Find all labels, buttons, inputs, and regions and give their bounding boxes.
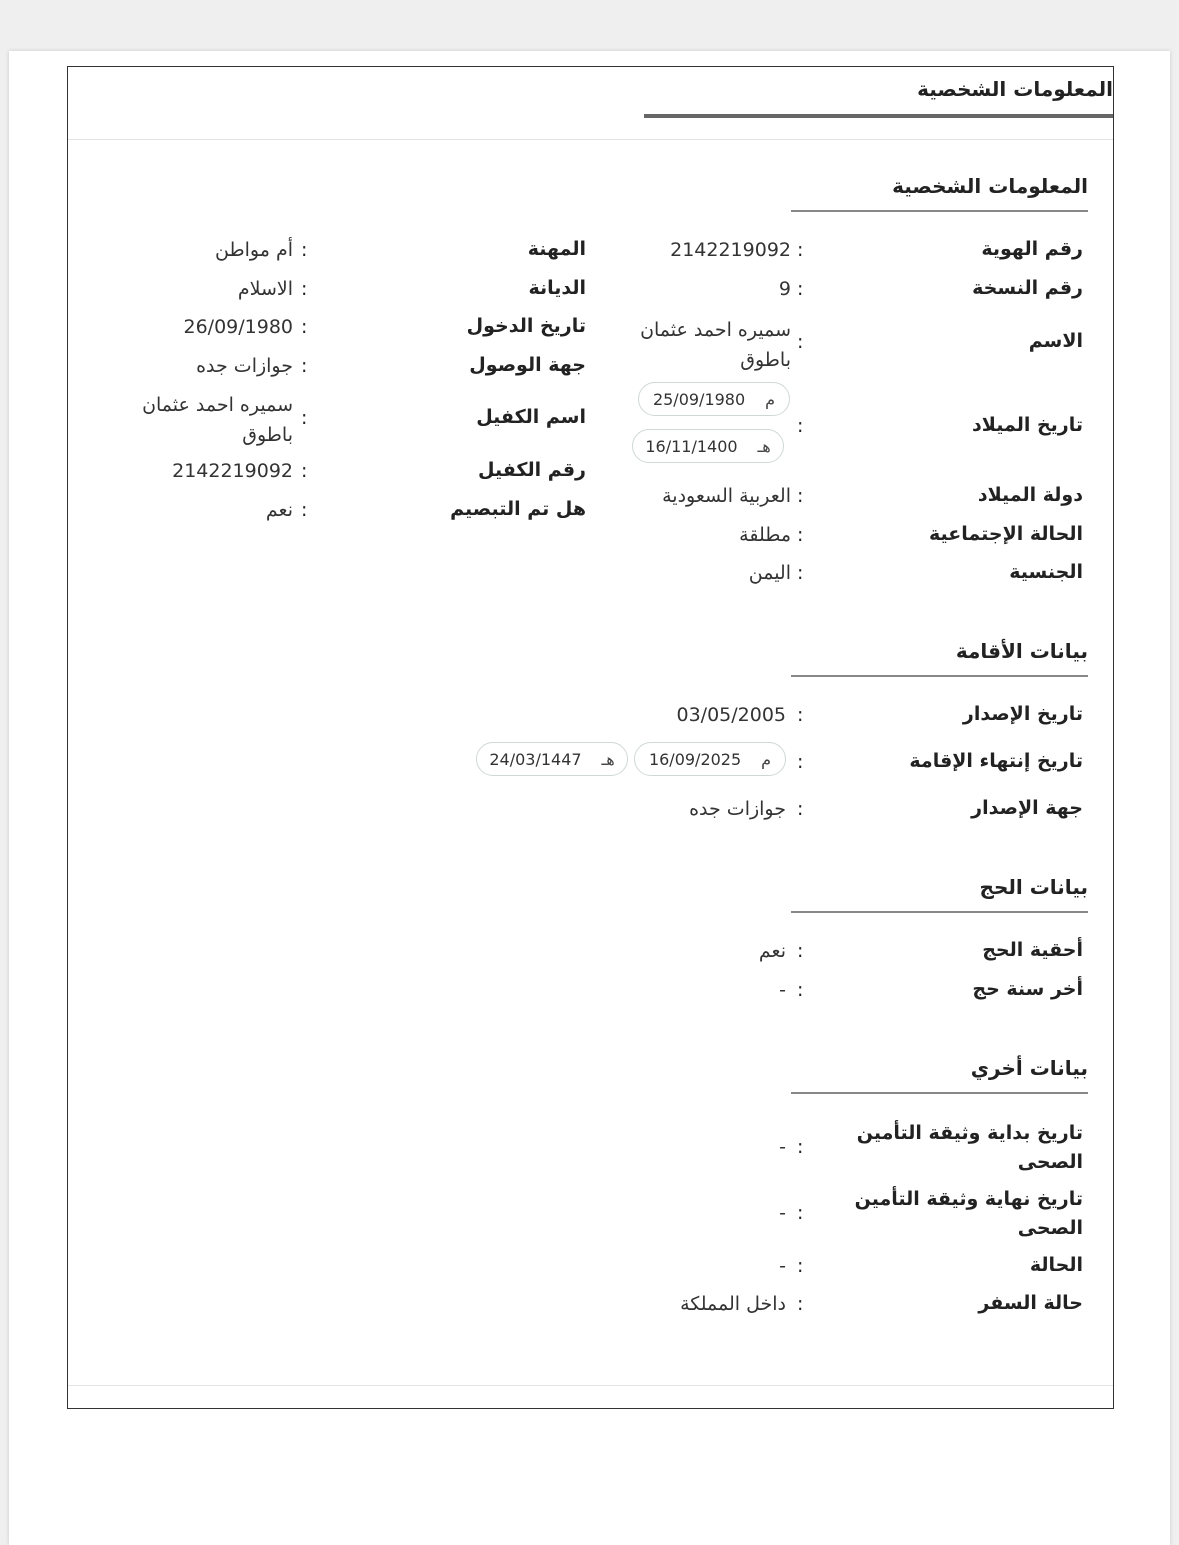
name-value: سميره احمد عثمان باطوق <box>640 319 791 371</box>
birth-country-value: العربية السعودية <box>662 485 791 507</box>
colon: : <box>797 562 804 584</box>
hajj-eligibility-label: أحقية الحج <box>982 939 1083 961</box>
entry-date-value: 26/09/1980 <box>183 316 293 338</box>
colon: : <box>301 239 308 261</box>
name-label: الاسم <box>1028 330 1083 352</box>
residence-expiry-label: تاريخ إنتهاء الإقامة <box>909 750 1083 772</box>
colon: : <box>797 1136 804 1158</box>
travel-status-label: حالة السفر <box>978 1292 1083 1314</box>
insurance-end-value: - <box>779 1202 786 1224</box>
colon: : <box>301 407 308 429</box>
colon: : <box>797 940 804 962</box>
colon: : <box>797 278 804 300</box>
info-panel <box>67 66 1114 1409</box>
section-underline-personal <box>791 210 1088 212</box>
section-title-other: بيانات أخري <box>970 1056 1088 1080</box>
section-underline-residence <box>791 675 1088 677</box>
colon: : <box>797 979 804 1001</box>
colon: : <box>797 415 804 437</box>
sponsor-id-label: رقم الكفيل <box>478 459 586 481</box>
residence-issue-date-label: تاريخ الإصدار <box>962 703 1083 725</box>
section-title-hajj: بيانات الحج <box>979 875 1088 899</box>
birth-date-gregorian-pill <box>638 382 790 416</box>
colon: : <box>797 1255 804 1277</box>
nationality-value: اليمن <box>748 562 791 584</box>
colon: : <box>797 239 804 261</box>
birth-date-label: تاريخ الميلاد <box>972 414 1083 436</box>
colon: : <box>797 1293 804 1315</box>
id-number-value: 2142219092 <box>670 239 791 261</box>
colon: : <box>301 355 308 377</box>
insurance-start-value: - <box>779 1136 786 1158</box>
fingerprinted-value: نعم <box>265 499 293 521</box>
arrival-port-label: جهة الوصول <box>469 354 586 376</box>
colon: : <box>797 704 804 726</box>
occupation-label: المهنة <box>527 238 586 260</box>
section-title-residence: بيانات الأقامة <box>955 639 1088 663</box>
gregorian-suffix: م <box>761 749 772 769</box>
sponsor-name-label: اسم الكفيل <box>476 406 586 428</box>
religion-label: الديانة <box>528 277 586 299</box>
arrival-port-value: جوازات جده <box>196 355 293 377</box>
residence-expiry-hijri: 24/03/1447 <box>489 749 582 769</box>
entry-date-label: تاريخ الدخول <box>466 315 586 337</box>
colon: : <box>797 524 804 546</box>
section-title-personal: المعلومات الشخصية <box>892 174 1088 198</box>
hajj-eligibility-value: نعم <box>758 940 786 962</box>
colon: : <box>301 460 308 482</box>
colon: : <box>797 798 804 820</box>
marital-status-value: مطلقة <box>739 524 791 546</box>
colon: : <box>797 485 804 507</box>
panel-title: المعلومات الشخصية <box>917 77 1113 101</box>
insurance-end-label: تاريخ نهاية وثيقة التأمين الصحى <box>854 1188 1083 1239</box>
birth-date-hijri-pill <box>632 429 784 463</box>
colon: : <box>797 751 804 773</box>
colon: : <box>301 278 308 300</box>
status-label: الحالة <box>1029 1254 1083 1276</box>
insurance-start-label: تاريخ بداية وثيقة التأمين الصحى <box>856 1122 1083 1173</box>
hijri-suffix: هـ <box>601 749 615 769</box>
section-underline-other <box>791 1092 1088 1094</box>
residence-expiry-gregorian-pill <box>634 742 786 776</box>
panel-footer-divider <box>68 1385 1113 1386</box>
copy-number-value: 9 <box>778 278 791 300</box>
sponsor-id-value: 2142219092 <box>172 460 293 482</box>
section-underline-hajj <box>791 911 1088 913</box>
colon: : <box>797 1202 804 1224</box>
colon: : <box>797 331 804 353</box>
status-value: - <box>779 1255 786 1277</box>
copy-number-label: رقم النسخة <box>972 277 1083 299</box>
religion-value: الاسلام <box>237 278 293 300</box>
nationality-label: الجنسية <box>1009 561 1083 583</box>
colon: : <box>301 316 308 338</box>
residence-issuer-value: جوازات جده <box>689 798 786 820</box>
occupation-value: أم مواطن <box>215 239 293 261</box>
birth-country-label: دولة الميلاد <box>977 484 1083 506</box>
gregorian-suffix: م <box>765 389 776 409</box>
residence-expiry-hijri-pill <box>476 742 628 776</box>
sponsor-name-value: سميره احمد عثمان باطوق <box>142 394 293 446</box>
fingerprinted-label: هل تم التبصيم <box>450 498 586 520</box>
birth-date-gregorian: 25/09/1980 <box>652 389 746 409</box>
panel-header-divider <box>68 139 1113 140</box>
colon: : <box>301 499 308 521</box>
hajj-last-year-label: أخر سنة حج <box>972 978 1083 1000</box>
residence-issuer-label: جهة الإصدار <box>971 797 1083 819</box>
hijri-suffix: هـ <box>757 436 771 456</box>
residence-expiry-gregorian: 16/09/2025 <box>648 749 742 769</box>
marital-status-label: الحالة الإجتماعية <box>929 523 1083 545</box>
id-number-label: رقم الهوية <box>981 238 1083 260</box>
hajj-last-year-value: - <box>779 979 786 1001</box>
panel-title-underline <box>644 114 1113 118</box>
travel-status-value: داخل المملكة <box>680 1293 786 1315</box>
birth-date-hijri: 16/11/1400 <box>645 436 738 456</box>
residence-issue-date-value: 03/05/2005 <box>676 704 786 726</box>
